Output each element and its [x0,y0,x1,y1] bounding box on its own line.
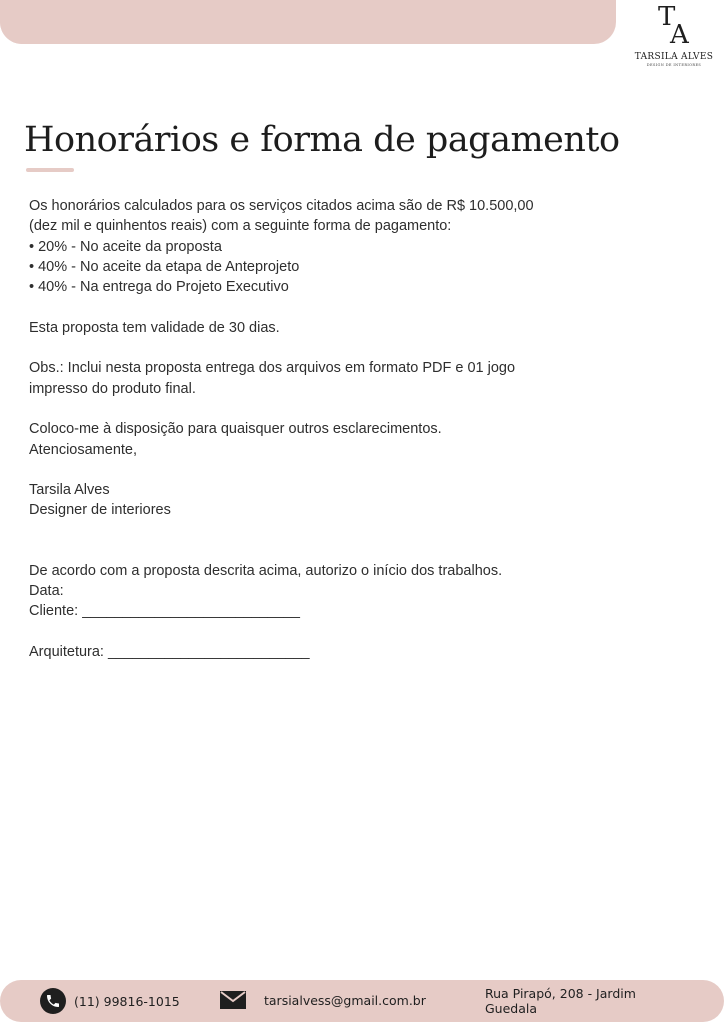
logo-monogram-t: T [658,2,676,32]
obs-line-2: impresso do produto final. [29,380,196,397]
footer-phone [40,988,180,1014]
obs-line-1: Obs.: Inclui nesta proposta entrega dos arquivos em formato PDF e 01 jogo [29,360,516,377]
payment-item: • 40% - Na entrega do Projeto Executivo [29,279,289,296]
phone-icon [40,988,66,1014]
intro-line-1: Os honorários calculados para os serviços citados acima são de R$ 10.500,00 [29,198,534,214]
client-signature-line: Cliente: ___________________________ [29,603,300,620]
footer-email [220,990,426,1010]
signature-name: Tarsila Alves [29,482,110,499]
title-underline [26,168,74,172]
header-band [0,0,616,44]
address-line-1: Rua Pirapó, 208 - Jardim [485,986,636,1001]
signature-role: Designer de interiores [29,502,171,519]
logo-name: TARSILA ALVES [634,52,714,62]
email-address: tarsialvess@gmail.com.br [264,992,426,1008]
brand-logo [632,4,716,67]
closing-line-2: Atenciosamente, [29,441,138,458]
date-label: Data: [29,583,64,600]
architecture-signature-line: Arquitetura: _________________________ [29,643,310,660]
header-band-cap [0,0,40,44]
payment-item: • 20% - No aceite da proposta [29,238,222,255]
payment-item: • 40% - No aceite da etapa de Anteprojeto [29,258,300,275]
address-line-2: Guedala [485,1001,538,1016]
logo-tagline: DESIGN DE INTERIORES [646,63,702,67]
page-title: Honorários e forma de pagamento [24,120,620,160]
agreement-text: De acordo com a proposta descrita acima, autorizo o início dos trabalhos. [29,562,503,579]
intro-line-2: (dez mil e quinhentos reais) com a seguinte forma de pagamento: [29,218,452,235]
phone-number: (11) 99816-1015 [74,993,180,1009]
logo-monogram-a: A [670,20,689,50]
logo-monogram [632,4,716,50]
validity-text: Esta proposta tem validade de 30 dias. [29,319,280,336]
footer-address [485,986,685,1016]
mail-icon [220,990,246,1010]
closing-line-1: Coloco-me à disposição para quaisquer outros esclarecimentos. [29,421,442,438]
document-body [29,196,629,662]
